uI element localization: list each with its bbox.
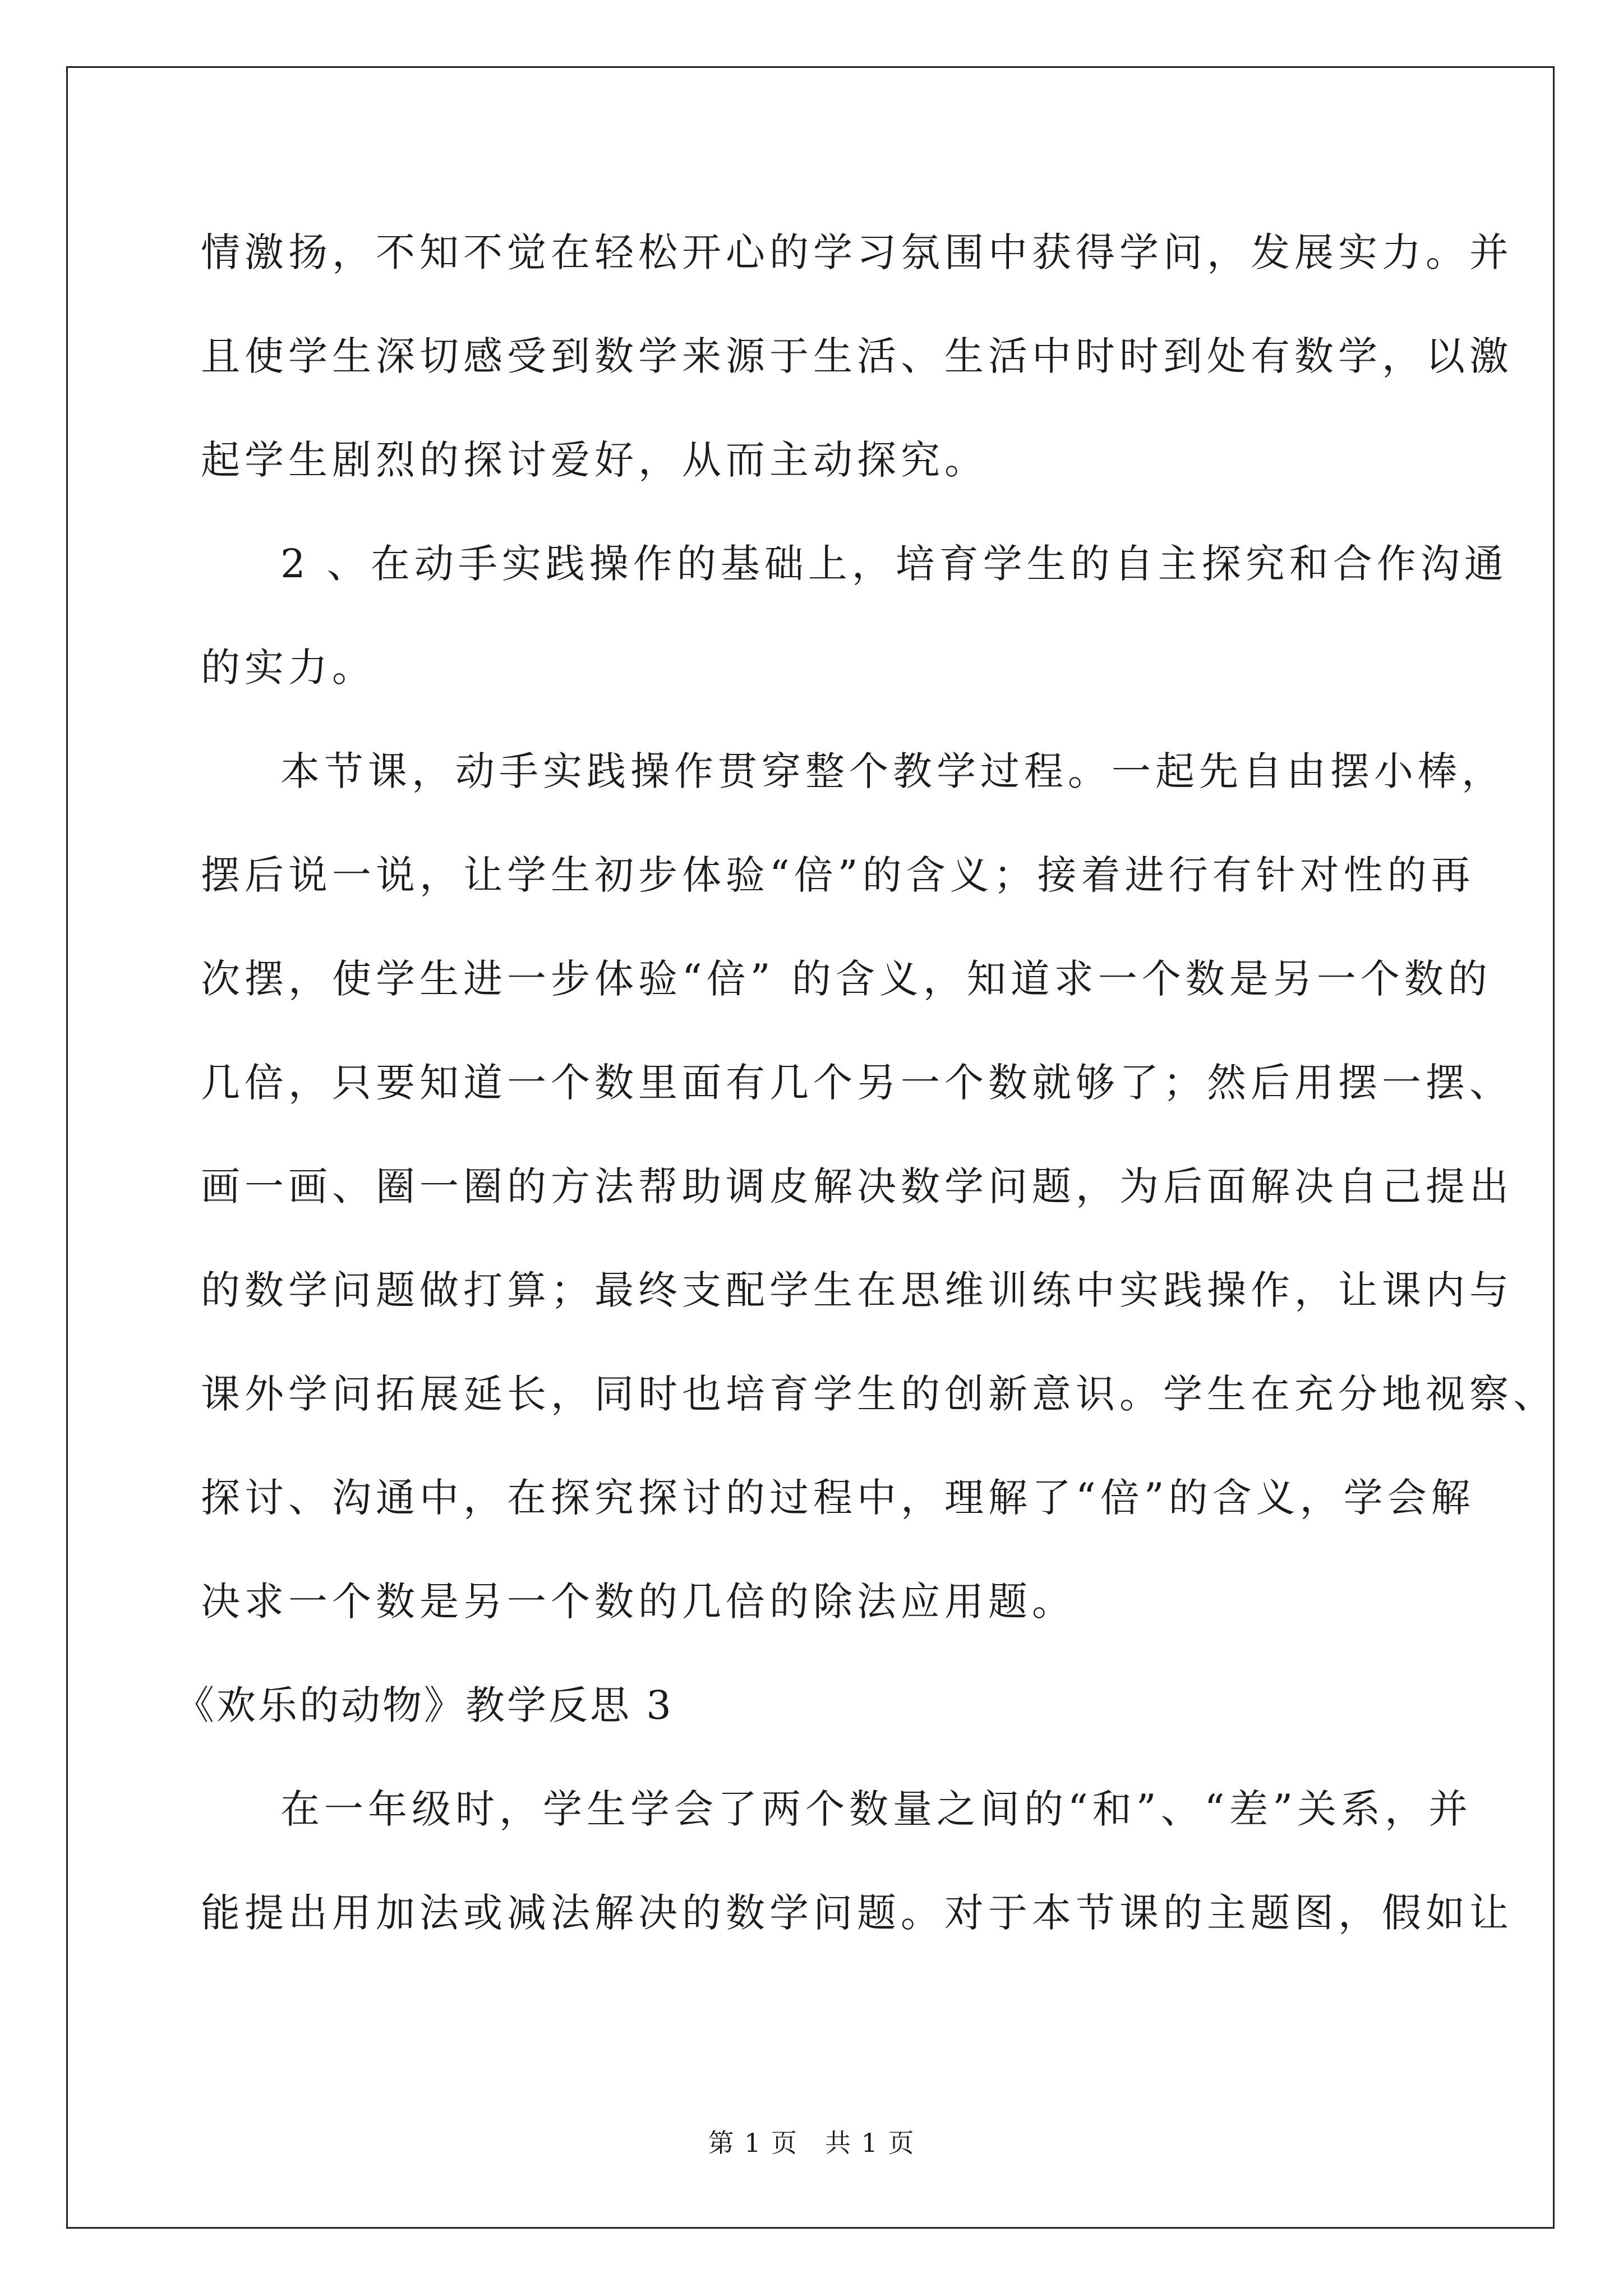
paragraph-line-6: 本节课，动手实践操作贯穿整个教学过程。一起先自由摆小棒， — [280, 748, 1505, 794]
paragraph-line-13: 探讨、沟通中，在探究探讨的过程中，理解了“倍”的含义，学会解 — [201, 1475, 1475, 1521]
paragraph-line-15: 在一年级时，学生学会了两个数量之间的“和”、“差”关系，并 — [280, 1786, 1473, 1832]
paragraph-line-9: 几倍，只要知道一个数里面有几个另一个数就够了；然后用摆一摆、 — [201, 1060, 1513, 1106]
paragraph-line-4: 2 、在动手实践操作的基础上，培育学生的自主探究和合作沟通 — [280, 541, 1508, 587]
paragraph-line-1: 情激扬，不知不觉在轻松开心的学习氛围中获得学问，发展实力。并 — [201, 229, 1513, 275]
paragraph-line-3: 起学生剧烈的探讨爱好，从而主动探究。 — [201, 437, 988, 483]
paragraph-line-8: 次摆，使学生进一步体验“倍” 的含义，知道求一个数是另一个数的 — [201, 956, 1492, 1002]
paragraph-line-11: 的数学问题做打算；最终支配学生在思维训练中实践操作，让课内与 — [201, 1267, 1513, 1313]
paragraph-line-16: 能提出用加法或减法解决的数学问题。对于本节课的主题图，假如让 — [201, 1890, 1513, 1936]
page-footer: 第 1 页 共 1 页 — [708, 2128, 915, 2158]
paragraph-line-14: 决求一个数是另一个数的几倍的除法应用题。 — [201, 1579, 1076, 1625]
paragraph-line-10: 画一画、圈一圈的方法帮助调皮解决数学问题，为后面解决自己提出 — [201, 1163, 1513, 1209]
paragraph-line-5: 的实力。 — [201, 645, 376, 691]
section-heading: 《欢乐的动物》教学反思 3 — [175, 1682, 674, 1728]
paragraph-line-12: 课外学问拓展延长，同时也培育学生的创新意识。学生在充分地视察、 — [201, 1371, 1557, 1417]
paragraph-line-2: 且使学生深切感受到数学来源于生活、生活中时时到处有数学，以激 — [201, 333, 1513, 379]
paragraph-line-7: 摆后说一说，让学生初步体验“倍”的含义；接着进行有针对性的再 — [201, 852, 1475, 898]
